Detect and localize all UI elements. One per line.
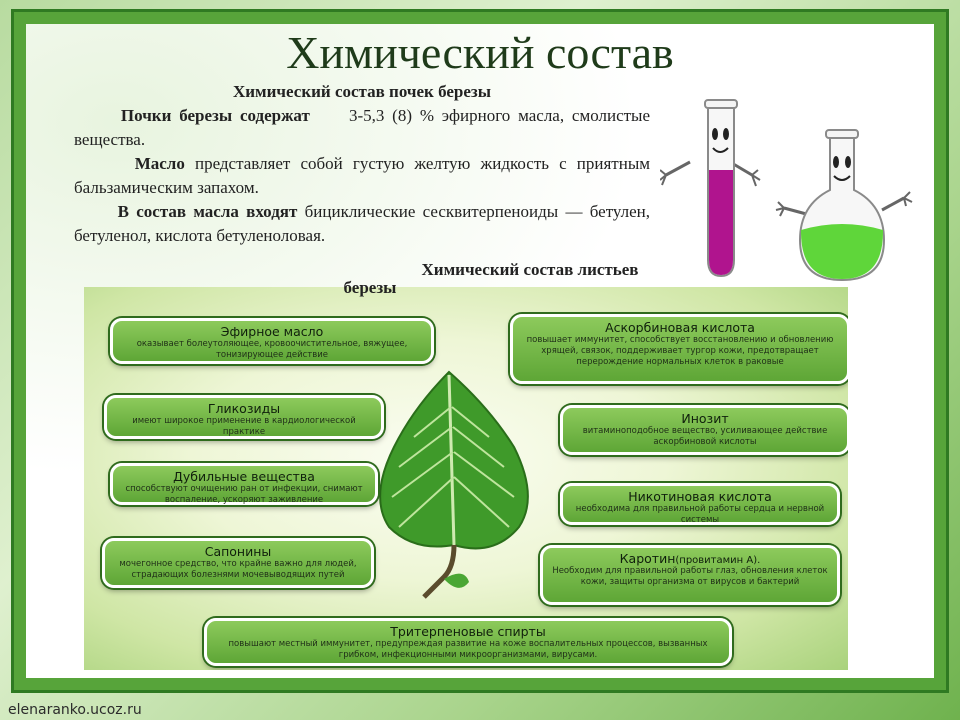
component-name: Дубильные вещества	[173, 469, 315, 484]
component-ascorbic-acid	[510, 314, 848, 384]
flask-icon	[776, 130, 912, 280]
test-tube-icon	[660, 100, 760, 276]
buds-p3-bold: В состав масла входят	[117, 202, 298, 221]
component-name: Инозит	[681, 411, 729, 426]
buds-heading: Химический состав почек березы	[232, 82, 491, 101]
component-tannins	[110, 463, 378, 505]
buds-p2-bold: Масло	[134, 154, 185, 173]
component-description: повышают местный иммунитет, предупреждая развитие на коже воспалительных процессов, вызванных грибком, инфекционными микроорганизмами, вирусами.	[228, 639, 708, 660]
component-name: Гликозиды	[207, 401, 281, 416]
buds-p1-bold: Почки березы содержат	[120, 106, 310, 125]
component-description: имеют широкое применение в кардиологической практике	[132, 416, 356, 437]
buds-p3-text: бициклические сесквитерпеноиды — бетулен, бетуленол, кислота бетуленоловая.	[74, 202, 651, 245]
buds-paragraph-2	[74, 152, 650, 200]
component-carotene	[540, 545, 840, 605]
component-description: повышает иммунитет, способствует восстановлению и обновлению хрящей, связок, поддерживает тургор кожи, предотвращает перерождение нормальных клеток в раковые	[526, 335, 834, 367]
leaves-heading-line2: березы	[343, 278, 397, 297]
component-description: витаминоподобное вещество, усиливающее действие аскорбиновой кислоты	[582, 426, 828, 447]
component-name-main: Каротин	[619, 551, 676, 566]
leaves-heading-line1: Химический состав листьев	[421, 260, 639, 279]
component-name: Никотиновая кислота	[628, 489, 772, 504]
component-glycosides	[104, 395, 384, 439]
footer-url: elenaranko.ucoz.ru	[8, 702, 142, 718]
component-description: Необходим для правильной работы глаз, обновления клеток кожи, защиты организма от вирусов и бактерий	[552, 566, 828, 587]
slide-title: Химический состав	[286, 27, 674, 78]
component-name: Аскорбиновая кислота	[605, 320, 755, 335]
component-description: способствуют очищению ран от инфекции, снимают воспаление, ускоряют заживление	[125, 484, 363, 505]
component-name: Сапонины	[204, 544, 272, 559]
buds-text-block	[74, 80, 650, 248]
leaf-composition-diagram	[84, 287, 848, 670]
component-description: оказывает болеутоляющее, кровоочистительное, вяжущее, тонизирующее действие	[136, 339, 408, 360]
buds-p1-text: 3-5,3 (8) % эфирного масла, смолистые вещества.	[74, 106, 651, 149]
buds-paragraph-1	[74, 104, 650, 152]
buds-paragraph-3	[74, 200, 650, 248]
component-name: Эфирное масло	[220, 324, 324, 339]
component-inositol	[560, 405, 848, 455]
component-description: мочегонное средство, что крайне важно для людей, страдающих болезнями мочевыводящих путей	[119, 559, 357, 580]
birch-leaf-icon	[354, 367, 554, 607]
buds-p2-text: представляет собой густую желтую жидкость с приятным бальзамическим запахом.	[74, 154, 651, 197]
component-name-suffix: (провитамин А).	[675, 555, 761, 566]
component-name: Тритерпеновые спирты	[390, 624, 546, 639]
component-nicotinic-acid	[560, 483, 840, 525]
leaves-heading	[270, 258, 790, 300]
component-triterpene-alcohols	[204, 618, 732, 666]
component-description: необходима для правильной работы сердца и нервной системы	[575, 504, 825, 525]
component-saponins	[102, 538, 374, 588]
component-name	[543, 551, 837, 566]
component-essential-oil	[110, 318, 434, 364]
